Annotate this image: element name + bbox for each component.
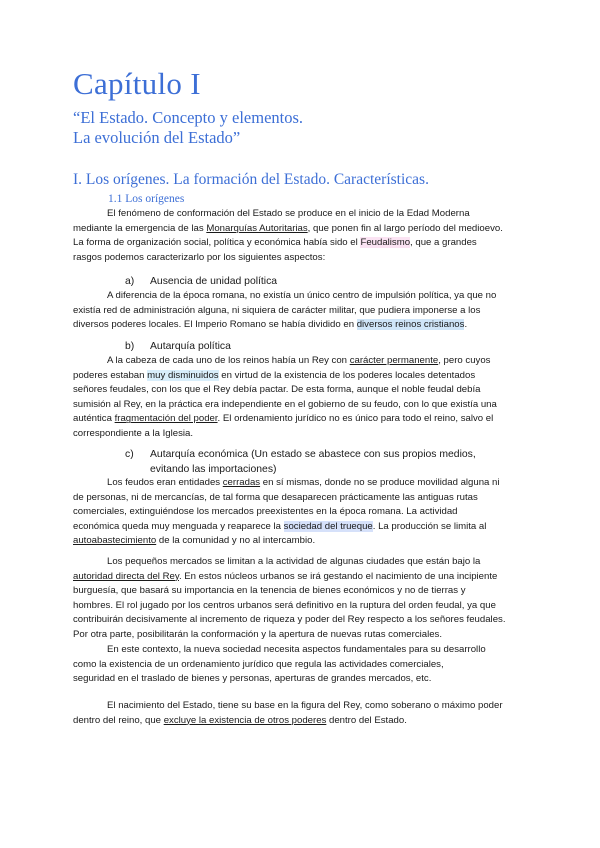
text-segment: comerciales, extinguiéndose los mercados preexistentes en la época romana. La actividad [73,506,458,518]
text-segment: poderes estaban [73,369,148,381]
text-line [73,427,533,442]
text-line [73,251,533,266]
text-segment: burguesía, que basará su importancia en la tenencia de bienes económicos y no de tierras y [73,585,466,597]
text-line [73,491,533,506]
text-line [73,505,533,520]
underlined-text: fragmentación del poder [114,413,218,425]
text-line [73,599,533,614]
text-segment: en virtud de la existencia de los poderes locales detentados [218,369,476,381]
underlined-text: autoridad directa del Rey [73,570,179,582]
list-item-title: Ausencia de unidad política [150,276,278,287]
underlined-text: Monarquías Autoritarias [206,222,308,234]
text-line [73,584,533,599]
text-segment: rasgos podemos caracterizarlo por los siguientes aspectos: [73,251,326,263]
text-segment: dentro del reino, que [73,714,164,726]
text-line [73,236,533,251]
text-line [73,658,533,673]
list-item-a [125,275,277,290]
text-segment: señores feudales, con los que el Rey debía pactar. De esta forma, aunque el noble feudal debía [73,384,481,396]
underlined-text: excluye la existencia de otros poderes [163,714,327,726]
text-segment: auténtica [73,413,115,425]
text-line [73,555,533,570]
text-line [73,534,533,549]
text-segment: La forma de organización social, política y económica había sido el [73,237,361,249]
text-line [73,714,533,729]
text-segment: de personas, ni de mercancías, de tal forma que desaparecen prácticamente las antiguas rutas [73,491,478,503]
list-item-title: Autarquía económica (Un estado se abastece con sus propios medios, [150,449,476,460]
list-item-c [125,448,476,477]
text-segment: Los pequeños mercados se limitan a la actividad de algunas ciudades que están bajo la [107,556,481,567]
text-segment: contribuirán decisivamente al incremento de riqueza y poder del Rey respecto a los señores feudales. [73,614,506,626]
highlighted-text: Feudalismo [360,237,411,249]
text-segment: mediante la emergencia de las [73,222,207,234]
text-segment: , que a grandes [410,237,477,249]
chapter-subtitle-line2: La evolución del Estado” [73,128,241,147]
paragraph-birth [73,699,533,728]
text-line [73,383,533,398]
text-segment: , pero cuyos [438,355,491,366]
underlined-text: cerradas [222,477,261,488]
text-line [73,289,533,304]
chapter-subtitle-line1: “El Estado. Concepto y elementos. [73,108,304,127]
text-line [73,304,533,319]
highlighted-text: diversos reinos cristianos [356,319,465,331]
text-segment: Por otra parte, posibilitarán la conformación y la apertura de nuevas rutas comerciales. [73,628,443,640]
text-segment: A la cabeza de cada uno de los reinos había un Rey con [107,355,350,366]
paragraph-intro [73,207,533,265]
underlined-text: autoabastecimiento [73,535,157,547]
paragraph-a [73,289,533,333]
text-line [73,398,533,413]
text-segment: de la comunidad y no al intercambio. [156,535,316,547]
text-line [73,613,533,628]
paragraph-context [73,643,533,687]
text-segment: en sí mismas, donde no se produce movilidad alguna ni [260,477,500,488]
paragraph-b [73,354,533,442]
paragraph-c [73,476,533,549]
text-line [73,369,533,384]
highlighted-text: muy disminuidos [147,369,219,381]
text-segment: , que ponen fin al largo período del medioevo. [307,222,503,234]
text-segment: . El ordenamiento jurídico no es único para todo el reino, salvo el [217,413,494,425]
list-label: a) [125,276,135,287]
highlighted-text: sociedad del trueque [283,520,373,532]
text-segment: existía red de administración alguna, ni siquiera de carácter militar, que pudiera imponerse a los [73,304,481,316]
text-segment: El fenómeno de conformación del Estado se produce en el inicio de la Edad Moderna [107,208,470,219]
chapter-title: Capítulo I [73,66,201,101]
list-item-title: Autarquía política [150,341,231,352]
text-segment: diversos poderes locales. El Imperio Romano se había dividido en [73,319,357,331]
text-line [73,570,533,585]
list-label: c) [125,449,134,460]
text-segment: En este contexto, la nueva sociedad necesita aspectos fundamentales para su desarrollo [107,644,486,655]
text-segment: como la existencia de un ordenamiento jurídico que regula las actividades comerciales, [73,658,444,670]
text-segment: seguridad en el traslado de bienes y personas, aperturas de grandes mercados, etc. [73,673,432,685]
text-line [73,222,533,237]
text-segment: Los feudos eran entidades [107,477,223,488]
text-line [73,207,533,222]
list-label: b) [125,341,135,352]
text-line [73,643,533,658]
text-line [73,318,533,333]
text-segment: . La producción se limita al [372,520,487,532]
text-line [73,354,533,369]
text-segment: hombres. El rol jugado por los centros urbanos será definitivo en la ruptura del orden feudal, ya que [73,599,496,611]
text-segment: . [464,319,468,331]
section-heading: I. Los orígenes. La formación del Estado. Características. [73,171,429,188]
text-segment: sumisión al Rey, en la práctica era independiente en el gobierno de su feudo, con lo que existía una [73,398,497,410]
list-item-b [125,340,231,355]
subsection-heading: 1.1 Los orígenes [108,193,185,205]
text-line [73,476,533,491]
text-line [73,520,533,535]
text-segment: . En estos núcleos urbanos se irá gestando el nacimiento de una incipiente [178,570,498,582]
paragraph-markets [73,555,533,643]
text-segment: El nacimiento del Estado, tiene su base en la figura del Rey, como soberano o máximo poder [107,700,503,711]
text-segment: A diferencia de la época romana, no existía un único centro de impulsión política, ya que no [107,290,497,301]
text-line [73,412,533,427]
text-segment: económica queda muy menguada y reaparece la [73,520,284,532]
text-line [73,699,533,714]
list-item-title-cont: evitando las importaciones) [150,463,277,475]
text-line [73,672,533,687]
text-segment: dentro del Estado. [326,714,407,726]
text-segment: correspondiente a la Iglesia. [73,427,193,439]
underlined-text: carácter permanente [349,355,439,366]
text-line [73,628,533,643]
